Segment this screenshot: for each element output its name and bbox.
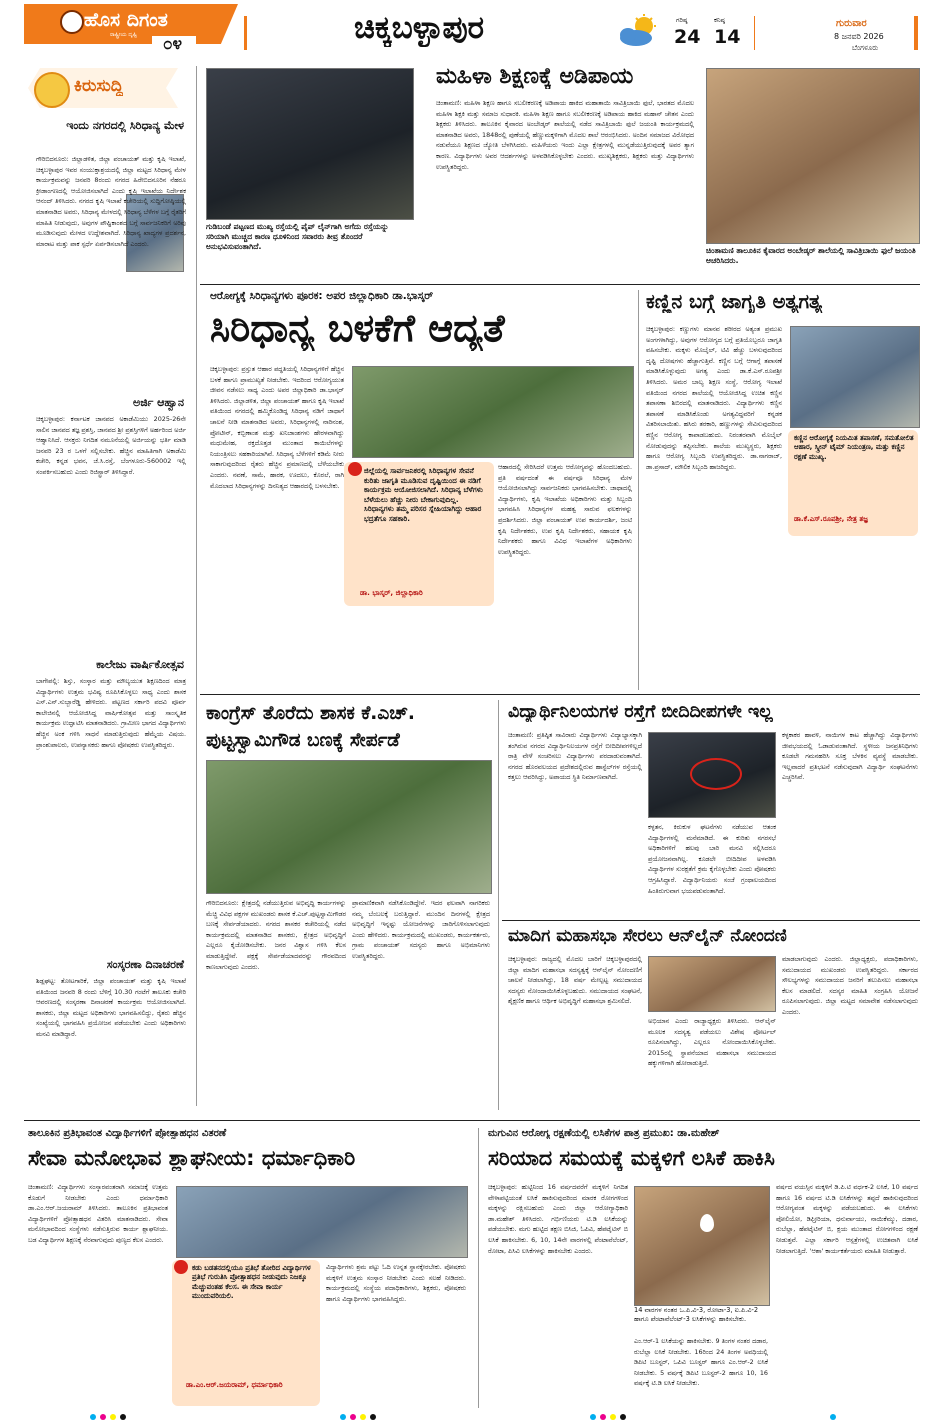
mahila-headline: ಮಹಿಳಾ ಶಿಕ್ಷಣಕ್ಕೆ ಅಡಿಪಾಯ <box>436 64 634 89</box>
lasike-photo <box>634 1186 770 1306</box>
streetlight-headline: ವಿದ್ಯಾರ್ಥಿನಿಲಯಗಳ ರಸ್ತೆಗೆ ಬೀದಿದೀಪಗಳೇ ಇಲ್ಲ <box>508 702 773 722</box>
kannu-body: ಚಿಕ್ಕಬಳ್ಳಾಪುರ: ಕಣ್ಣುಗಳು ಮಾನವ ಶರೀರದ ಅತ್ಯಂತ ಪ್ರಮುಖ ಅಂಗಗಳಾಗಿದ್ದು, ಅವುಗಳ ಆರೋಗ್ಯದ ಬಗ್ಗೆ ಪ್ರತಿಯೊಬ್ಬರೂ ಜಾಗೃತಿ ವಹಿಸಬೇಕು. ಮಕ್ಕಳು ಮೊಬೈಲ್, ಟಿವಿ ಹೆಚ್ಚು ಬಳಸುವುದರಿಂದ ದೃಷ್ಟಿ ದೋಷಗಳು ಹೆಚ್ಚಾಗುತ್ತಿವೆ. ಕಣ್ಣಿನ ಬಗ್ಗೆ ಆಗಾಗ್ಗೆ ತಪಾಸಣೆ ಮಾಡಿಸಿಕೊಳ್ಳುವುದು ಅಗತ್ಯ ಎಂದು ಡಾ.ಕೆ.ಎಸ್.ರೂಪಶ್ರೀ ತಿಳಿಸಿದರು. ಅಮರ ಬಾಲ್ಯ ಶಿಕ್ಷಣ ಸಂಸ್ಥೆ, ಆರೋಗ್ಯ ಇಲಾಖೆ ವತಿಯಿಂದ ನಗರದ ಶಾಲೆಯಲ್ಲಿ ಆಯೋಜಿಸಿದ್ದ ಉಚಿತ ಕಣ್ಣಿನ ತಪಾಸಣಾ ಶಿಬಿರದಲ್ಲಿ ಮಾತನಾಡಿದರು. ವಿದ್ಯಾರ್ಥಿಗಳು ಕಣ್ಣಿನ ತಪಾಸಣೆ ಮಾಡಿಸಿಕೊಂಡು ಅಗತ್ಯವಿದ್ದವರಿಗೆ ಕನ್ನಡಕ ವಿತರಿಸಲಾಯಿತು. ಹಸಿರು ತರಕಾರಿ, ಹಣ್ಣುಗಳನ್ನು ಸೇವಿಸುವುದರಿಂದ ಕಣ್ಣಿನ ಆರೋಗ್ಯ ಕಾಪಾಡಬಹುದು. ನಿರಂತರವಾಗಿ ಮೊಬೈಲ್ ನೋಡುವುದನ್ನು ತಪ್ಪಿಸಬೇಕು. ಶಾಲೆಯ ಮುಖ್ಯಸ್ಥರು, ಶಿಕ್ಷಕರು ಹಾಗೂ ಆರೋಗ್ಯ ಸಿಬ್ಬಂದಿ ಉಪಸ್ಥಿತರಿದ್ದರು. ಡಾ.ನಾಗರಾಜ್, ಡಾ.ಪ್ರಸಾದ್, ಮೌಲಿಕ ಸಿಬ್ಬಂದಿ ಹಾಜರಿದ್ದರು. <box>646 325 782 471</box>
kannu-photo <box>790 326 920 428</box>
logo-name: ಹೊಸ ದಿಗಂತ <box>84 9 168 31</box>
congress-headline: ಕಾಂಗ್ರೆಸ್ ತೊರೆದು ಶಾಸಕ ಕೆ.ಎಚ್. ಪುಟ್ಟಸ್ವಾಮಿಗೌಡ ಬಣಕ್ಕೆ ಸೇರ್ಪಡೆ <box>206 703 415 751</box>
masthead-right-bar <box>914 16 918 50</box>
siridhanya-headline: ಸಿರಿಧಾನ್ಯ ಬಳಕೆಗೆ ಆದ್ಯತೆ <box>210 306 505 350</box>
siridhanya-kicker: ಆರೋಗ್ಯಕ್ಕೆ ಸಿರಿಧಾನ್ಯಗಳು ಪೂರಕ: ಅಪರ ಜಿಲ್ಲಾಧಿಕಾರಿ ಡಾ.ಭಾಸ್ಕರ್ <box>210 290 434 302</box>
lasike-photo-caption: 14 ವಾರಗಳ ನಂತರ ಒ.ಪಿ.ವಿ-3, ರೋಟಾ-3, ಐ.ಪಿ.ವಿ-2 ಹಾಗೂ ಪೆಂಟಾವೆಲೆಂಟ್-3 ಲಸಿಕೆಗಳನ್ನು ಹಾಕಿಸಬೇಕು. <box>634 1306 759 1323</box>
siridhanya-body-column-1: ಚಿಕ್ಕಬಳ್ಳಾಪುರ: ಪ್ರಸ್ತುತ ಆಹಾರ ಪದ್ಧತಿಯಲ್ಲಿ ಸಿರಿಧಾನ್ಯಗಳಿಗೆ ಹೆಚ್ಚಿನ ಬಳಕೆ ಹಾಗೂ ಪ್ರಾಮುಖ್ಯತೆ ನೀಡಬೇಕು. ಇದರಿಂದ ಆರೋಗ್ಯಯುತ ಜೀವನ ನಡೆಸಲು ಸಾಧ್ಯ ಎಂದು ಅಪರ ಜಿಲ್ಲಾಧಿಕಾರಿ ಡಾ.ಭಾಸ್ಕರ್ ತಿಳಿಸಿದರು. ಜಿಲ್ಲಾಡಳಿತ, ಜಿಲ್ಲಾ ಪಂಚಾಯತ್ ಹಾಗೂ ಕೃಷಿ ಇಲಾಖೆ ವತಿಯಿಂದ ನಗರದಲ್ಲಿ ಹಮ್ಮಿಕೊಂಡಿದ್ದ ಸಿರಿಧಾನ್ಯ ನಡಿಗೆ ಜಾಥಾಗೆ ಚಾಲನೆ ನೀಡಿ ಮಾತನಾಡಿದ ಅವರು, ಸಿರಿಧಾನ್ಯಗಳಲ್ಲಿ ನಾರಿನಂಶ, ಪ್ರೋಟೀನ್, ಕಬ್ಬಿಣಾಂಶ ಮತ್ತು ಖನಿಜಾಂಶಗಳು ಹೇರಳವಾಗಿದ್ದು ಮಧುಮೇಹ, ರಕ್ತದೊತ್ತಡ ಮುಂತಾದ ಕಾಯಿಲೆಗಳನ್ನು ನಿಯಂತ್ರಿಸಲು ಸಹಕಾರಿಯಾಗಿವೆ. ಸಿರಿಧಾನ್ಯ ಬೆಳೆಗಳಿಗೆ ಕಡಿಮೆ ನೀರು ಸಾಕಾಗುವುದರಿಂದ ರೈತರು ಹೆಚ್ಚಿನ ಪ್ರಮಾಣದಲ್ಲಿ ಬೆಳೆಯಬೇಕು ಎಂದರು. ನವಣೆ, ಸಾಮೆ, ಹಾರಕ, ಊದಲು, ಕೊರಲೆ, ರಾಗಿ ಮೊದಲಾದ ಸಿರಿಧಾನ್ಯಗಳನ್ನು ದಿನನಿತ್ಯದ ಆಹಾರದಲ್ಲಿ ಬಳಸಬೇಕು. <box>210 365 344 490</box>
sun-cloud-icon <box>616 14 660 48</box>
mahila-photo <box>706 68 920 244</box>
vaccine-drop-icon <box>700 1214 714 1232</box>
congress-body-column-2: ಪ್ರಾಮಾಣಿಕವಾಗಿ ನಡೆಸಿಕೊಂಡಿದ್ದೇನೆ. ಇದರ ಫಲವಾಗಿ ನಾಗರಿಕರು ನಮ್ಮ ಬೆಂಬಲಕ್ಕೆ ಬರುತ್ತಿದ್ದಾರೆ. ಮುಂದಿನ ದಿನಗಳಲ್ಲಿ ಕ್ಷೇತ್ರದ ಅಭಿವೃದ್ಧಿಗೆ ಇನ್ನಷ್ಟು ಯೋಜನೆಗಳನ್ನು ಜಾರಿಗೊಳಿಸಲಾಗುವುದು ಎಂದು ಹೇಳಿದರು. ಕಾರ್ಯಕ್ರಮದಲ್ಲಿ ಮುಖಂಡರು, ಕಾರ್ಯಕರ್ತರು, ಗ್ರಾಮ ಪಂಚಾಯತ್ ಸದಸ್ಯರು ಹಾಗೂ ಅಭಿಮಾನಿಗಳು ಉಪಸ್ಥಿತರಿದ್ದರು. <box>352 899 490 960</box>
logo-emblem-icon <box>60 10 84 34</box>
quote-dot-icon <box>348 462 362 476</box>
lasike-headline: ಸರಿಯಾದ ಸಮಯಕ್ಕೆ ಮಕ್ಕಳಿಗೆ ಲಸಿಕೆ ಹಾಕಿಸಿ <box>488 1146 775 1170</box>
seva-quote-attribution: ಡಾ.ಎಂ.ಆರ್.ಜಯರಾಮ್, ಧರ್ಮಾಧಿಕಾರಿ <box>186 1381 283 1389</box>
seva-body-column-2: ವಿದ್ಯಾರ್ಥಿಗಳು ಶ್ರಮ ಪಟ್ಟು ಓದಿ ಉನ್ನತ ಸ್ಥಾನಕ್ಕೇರಬೇಕು. ಪೋಷಕರು ಮಕ್ಕಳಿಗೆ ಉತ್ತಮ ಸಂಸ್ಕಾರ ನೀಡಬೇಕು ಎಂದು ಸಲಹೆ ನೀಡಿದರು. ಕಾರ್ಯಕ್ರಮದಲ್ಲಿ ಸಂಸ್ಥೆಯ ಪದಾಧಿಕಾರಿಗಳು, ಶಿಕ್ಷಕರು, ಪೋಷಕರು ಹಾಗೂ ವಿದ್ಯಾರ್ಥಿಗಳು ಭಾಗವಹಿಸಿದ್ದರು. <box>326 1263 466 1303</box>
streetlight-body-column-3: ಕಳ್ಳಕಾಕರ ಹಾವಳಿ, ನಾಯಿಗಳ ಕಾಟ ಹೆಚ್ಚಾಗಿದ್ದು ವಿದ್ಯಾರ್ಥಿಗಳು ಜೀವಭಯದಲ್ಲಿ ಓಡಾಡುವಂತಾಗಿದೆ. ಸ್ಥಳೀಯ ಜನಪ್ರತಿನಿಧಿಗಳು ಕೂಡಲೇ ಗಮನಹರಿಸಿ ಸೂಕ್ತ ಬೆಳಕಿನ ವ್ಯವಸ್ಥೆ ಮಾಡಬೇಕು. ಇಲ್ಲವಾದರೆ ಪ್ರತಿಭಟನೆ ನಡೆಸುವುದಾಗಿ ವಿದ್ಯಾರ್ಥಿ ಸಂಘಟನೆಗಳು ಎಚ್ಚರಿಸಿವೆ. <box>782 731 918 782</box>
masthead <box>24 4 920 56</box>
highlight-circle-icon <box>690 758 742 790</box>
seva-photo <box>176 1186 468 1258</box>
siridhanya-body-column-2: ಆಹಾರದಲ್ಲಿ ಸೇರಿಸಿದರೆ ಉತ್ತಮ ಆರೋಗ್ಯವನ್ನು ಹೊಂದಬಹುದು. ಪ್ರತಿ ವರ್ಷದಂತೆ ಈ ವರ್ಷವೂ ಸಿರಿಧಾನ್ಯ ಮೇಳ ಆಯೋಜಿಸಲಾಗಿದ್ದು ಸಾರ್ವಜನಿಕರು ಭಾಗವಹಿಸಬೇಕು. ಜಾಥಾದಲ್ಲಿ ವಿದ್ಯಾರ್ಥಿಗಳು, ಕೃಷಿ ಇಲಾಖೆಯ ಅಧಿಕಾರಿಗಳು ಮತ್ತು ಸಿಬ್ಬಂದಿ ಭಾಗವಹಿಸಿ ಸಿರಿಧಾನ್ಯಗಳ ಮಹತ್ವ ಸಾರುವ ಫಲಕಗಳನ್ನು ಪ್ರದರ್ಶಿಸಿದರು. ಜಿಲ್ಲಾ ಪಂಚಾಯತ್ ಉಪ ಕಾರ್ಯದರ್ಶಿ, ಜಂಟಿ ಕೃಷಿ ನಿರ್ದೇಶಕರು, ಉಪ ಕೃಷಿ ನಿರ್ದೇಶಕರು, ಸಹಾಯಕ ಕೃಷಿ ನಿರ್ದೇಶಕರು ಹಾಗೂ ವಿವಿಧ ಇಲಾಖೆಗಳ ಅಧಿಕಾರಿಗಳು ಉಪಸ್ಥಿತರಿದ್ದರು. <box>498 463 632 556</box>
congress-body-column-1: ಗೌರಿಬಿದನೂರು: ಕ್ಷೇತ್ರದಲ್ಲಿ ನಡೆಯುತ್ತಿರುವ ಅಭಿವೃದ್ಧಿ ಕಾರ್ಯಗಳನ್ನು ಮೆಚ್ಚಿ ವಿವಿಧ ಪಕ್ಷಗಳ ಮುಖಂಡರು ಶಾಸಕ ಕೆ.ಎಚ್.ಪುಟ್ಟಸ್ವಾಮಿಗೌಡರ ಬಣಕ್ಕೆ ಸೇರ್ಪಡೆಯಾದರು. ನಗರದ ಶಾಸಕರ ಕಚೇರಿಯಲ್ಲಿ ನಡೆದ ಕಾರ್ಯಕ್ರಮದಲ್ಲಿ ಮಾತನಾಡಿದ ಶಾಸಕರು, ಕ್ಷೇತ್ರದ ಅಭಿವೃದ್ಧಿಗೆ ಎಲ್ಲರೂ ಕೈಜೋಡಿಸಬೇಕು. ಜನರ ವಿಶ್ವಾಸ ಗಳಿಸಿ ಕೆಲಸ ಮಾಡುತ್ತಿದ್ದೇವೆ. ಪಕ್ಷಕ್ಕೆ ಸೇರ್ಪಡೆಯಾದವರನ್ನು ಗೌರವದಿಂದ ಕಾಣಲಾಗುವುದು ಎಂದರು. <box>206 899 346 971</box>
quote-dot-icon <box>174 1260 188 1274</box>
column-rule <box>478 1128 479 1408</box>
congress-photo <box>206 760 492 894</box>
kiru-item-title: ಸಂಸ್ಕರಣಾ ದಿನಾಚರಣೆ <box>106 958 184 971</box>
siridhanya-photo <box>352 366 634 458</box>
section-divider <box>200 694 920 695</box>
kiru-item-title: ಇಂದು ನಗರದಲ್ಲಿ ಸಿರಿಧಾನ್ಯ ಮೇಳ <box>66 119 184 132</box>
road-photo <box>206 68 414 220</box>
siridhanya-quote-attribution: ಡಾ. ಭಾಸ್ಕರ್, ಜಿಲ್ಲಾಧಿಕಾರಿ <box>360 588 423 597</box>
madiga-headline: ಮಾದಿಗ ಮಹಾಸಭಾ ಸೇರಲು ಆನ್‌ಲೈನ್ ನೋಂದಣಿ <box>508 926 787 946</box>
page-number: ೦೪ <box>163 34 183 54</box>
city-name: ಚಿಕ್ಕಬಳ್ಳಾಪುರ <box>354 10 485 46</box>
kiru-badge-label: ಕಿರುಸುದ್ದಿ <box>74 76 124 96</box>
lasike-kicker: ಮಗುವಿನ ಆರೋಗ್ಯ ರಕ್ಷಣೆಯಲ್ಲಿ ಲಸಿಕೆಗಳ ಪಾತ್ರ ಪ್ರಮುಖ: ಡಾ.ಮಹೇಶ್ <box>488 1128 720 1139</box>
kiru-item-title: ಕಾಲೇಜು ವಾರ್ಷಿಕೋತ್ಸವ <box>96 658 184 671</box>
section-divider <box>502 920 920 921</box>
date-divider <box>754 16 755 50</box>
siridhanya-quote: ಜಿಲ್ಲೆಯಲ್ಲಿ ಸಾರ್ವಜನಿಕರಲ್ಲಿ ಸಿರಿಧಾನ್ಯಗಳ ಸೇವನೆ ಕುರಿತು ಜಾಗೃತಿ ಮೂಡಿಸುವ ದೃಷ್ಟಿಯಿಂದ ಈ ನಡಿಗೆ ಕಾರ್ಯಕ್ರಮ ಆಯೋಜಿಸಲಾಗಿದೆ. ಸಿರಿಧಾನ್ಯ ಬೆಳೆಗಳು ಬೆಳೆಯಲು ಹೆಚ್ಚು ನೀರು ಬೇಕಾಗುವುದಿಲ್ಲ. ಸಿರಿಧಾನ್ಯಗಳು ತಮ್ಮ ಪರಿಸರ ಸ್ನೇಹಿಯಾಗಿದ್ದು ಆಹಾರ ಭದ್ರತೆಗೂ ಸಹಕಾರಿ. <box>364 466 483 523</box>
lasike-body-column-1: ಚಿಕ್ಕಬಳ್ಳಾಪುರ: ಹುಟ್ಟಿನಿಂದ 16 ವರ್ಷದವರೆಗೆ ಮಕ್ಕಳಿಗೆ ನಿಗದಿತ ವೇಳಾಪಟ್ಟಿಯಂತೆ ಲಸಿಕೆ ಹಾಕಿಸುವುದರಿಂದ ಮಾರಕ ರೋಗಗಳಿಂದ ಮಕ್ಕಳನ್ನು ರಕ್ಷಿಸಬಹುದು ಎಂದು ಜಿಲ್ಲಾ ಆರೋಗ್ಯಾಧಿಕಾರಿ ಡಾ.ಮಹೇಶ್ ತಿಳಿಸಿದರು. ಗರ್ಭಿಣಿಯರು ಟಿ.ಡಿ ಲಸಿಕೆಯನ್ನು ಪಡೆಯಬೇಕು. ಮಗು ಹುಟ್ಟಿದ ತಕ್ಷಣ ಬಿಸಿಜಿ, ಓಪಿವಿ, ಹೆಪಟೈಟಿಸ್ ಬಿ ಲಸಿಕೆ ಹಾಕಿಸಬೇಕು. 6, 10, 14ನೇ ವಾರಗಳಲ್ಲಿ ಪೆಂಟಾವೆಲೆಂಟ್, ರೋಟಾ, ಪಿಸಿವಿ ಲಸಿಕೆಗಳನ್ನು ಹಾಕಿಸಬೇಕು ಎಂದರು. <box>488 1183 628 1255</box>
min-temp-label: ಕನಿಷ್ಠ <box>714 16 725 24</box>
mahila-body: ಚಿಂತಾಮಣಿ: ಮಹಿಳಾ ಶಿಕ್ಷಣ ಹಾಗೂ ಸಬಲೀಕರಣಕ್ಕೆ ಅಡಿಪಾಯ ಹಾಕಿದ ಮಹಾತಾಯಿ ಸಾವಿತ್ರಿಬಾಯಿ ಫುಲೆ, ಭಾರತದ ಮೊದಲ ಮಹಿಳಾ ಶಿಕ್ಷಕಿ ಮತ್ತು ಸಮಾಜ ಸುಧಾರಕಿ. ಮಹಿಳಾ ಶಿಕ್ಷಣ ಹಾಗೂ ಸಬಲೀಕರಣಕ್ಕೆ ಅಡಿಪಾಯ ಹಾಕಿದ ಮಹಾನ್ ಚೇತನ ಎಂದು ಶಿಕ್ಷಕರು ತಿಳಿಸಿದರು. ತಾಲೂಕಿನ ಕೈವಾರದ ಅಂಬೇಡ್ಕರ್ ಶಾಲೆಯಲ್ಲಿ ನಡೆದ ಸಾವಿತ್ರಿಬಾಯಿ ಫುಲೆ ಜಯಂತಿ ಕಾರ್ಯಕ್ರಮದಲ್ಲಿ ಮಾತನಾಡಿದ ಅವರು, 1848ರಲ್ಲಿ ಪುಣೆಯಲ್ಲಿ ಹೆಣ್ಣುಮಕ್ಕಳಿಗಾಗಿ ಮೊದಲ ಶಾಲೆ ಆರಂಭಿಸಿದರು. ಅಂದಿನ ಸಮಾಜದ ವಿರೋಧದ ನಡುವೆಯೂ ಶಿಕ್ಷಣದ ಜ್ಯೋತಿ ಬೆಳಗಿಸಿದರು. ಮಹಿಳೆಯರು ಇಂದು ಎಲ್ಲಾ ಕ್ಷೇತ್ರಗಳಲ್ಲಿ ಮುನ್ನಡೆಯುತ್ತಿರುವುದಕ್ಕೆ ಅವರ ತ್ಯಾಗ ಕಾರಣ. ವಿದ್ಯಾರ್ಥಿಗಳು ಅವರ ಆದರ್ಶಗಳನ್ನು ಅಳವಡಿಸಿಕೊಳ್ಳಬೇಕು ಎಂದರು. ಮುಖ್ಯಶಿಕ್ಷಕರು, ಶಿಕ್ಷಕರು ಮತ್ತು ವಿದ್ಯಾರ್ಥಿಗಳು ಉಪಸ್ಥಿತರಿದ್ದರು. <box>436 99 694 171</box>
finger-point-icon <box>34 72 70 108</box>
madiga-body-column-1: ಚಿಕ್ಕಬಳ್ಳಾಪುರ: ರಾಜ್ಯದಲ್ಲಿ ಮೊದಲ ಬಾರಿಗೆ ಚಿಕ್ಕಬಳ್ಳಾಪುರದಲ್ಲಿ ಜಿಲ್ಲಾ ಮಾದಿಗ ಮಹಾಸಭಾ ಸದಸ್ಯತ್ವಕ್ಕೆ ಆನ್‌ಲೈನ್ ನೋಂದಣಿಗೆ ಚಾಲನೆ ನೀಡಲಾಗಿದ್ದು, 18 ವರ್ಷ ಮೇಲ್ಪಟ್ಟ ಸಮುದಾಯದ ಸದಸ್ಯರು ನೋಂದಾಯಿಸಿಕೊಳ್ಳಬಹುದು. ಸಮುದಾಯದ ಸಂಘಟನೆ, ಶೈಕ್ಷಣಿಕ ಹಾಗೂ ಆರ್ಥಿಕ ಅಭಿವೃದ್ಧಿಗೆ ಮಹಾಸಭಾ ಶ್ರಮಿಸಲಿದೆ. <box>508 955 642 1006</box>
seva-quote: ಕಡು ಬಡತನದಲ್ಲಿಯೂ ಪ್ರತಿಭೆ ತೋರಿದ ವಿದ್ಯಾರ್ಥಿಗಳ ಪ್ರತಿಭೆ ಗುರುತಿಸಿ ಪ್ರೋತ್ಸಾಹಧನ ನೀಡುವುದು ನಿಜಕ್ಕೂ ಮೆಚ್ಚುವಂತಹ ಕೆಲಸ. ಈ ಸೇವಾ ಕಾರ್ಯ ಮುಂದುವರಿಯಲಿ. <box>192 1264 311 1301</box>
kiru-suddi-column <box>24 66 192 1106</box>
seva-headline: ಸೇವಾ ಮನೋಭಾವ ಶ್ಲಾಘನೀಯ: ಧರ್ಮಾಧಿಕಾರಿ <box>28 1146 356 1170</box>
section-divider <box>200 284 920 285</box>
lasike-body-column-3: ವರ್ಷದ ವಯಸ್ಸಿನ ಮಕ್ಕಳಿಗೆ ಡಿ.ಪಿ.ಟಿ ವರ್ಧಕ-2 ಲಸಿಕೆ, 10 ವರ್ಷದ ಹಾಗೂ 16 ವರ್ಷದ ಟಿ.ಡಿ ಲಸಿಕೆಗಳನ್ನು ತಪ್ಪದೆ ಹಾಕಿಸುವುದರಿಂದ ಆರೋಗ್ಯವಂತ ಮಕ್ಕಳನ್ನು ಪಡೆಯಬಹುದು. ಈ ಲಸಿಕೆಗಳು ಪೋಲಿಯೋ, ಡಿಫ್ತೀರಿಯಾ, ಧನುರ್ವಾಯು, ನಾಯಿಕೆಮ್ಮು, ದಡಾರ, ರುಬೆಲ್ಲಾ, ಹೆಪಟೈಟಿಸ್ ಬಿ, ಕ್ಷಯ ಮುಂತಾದ ರೋಗಗಳಿಂದ ರಕ್ಷಣೆ ನೀಡುತ್ತವೆ. ಎಲ್ಲಾ ಸರ್ಕಾರಿ ಆಸ್ಪತ್ರೆಗಳಲ್ಲಿ ಉಚಿತವಾಗಿ ಲಸಿಕೆ ನೀಡಲಾಗುತ್ತಿದೆ. 'ಆಶಾ' ಕಾರ್ಯಕರ್ತೆಯರು ಮಾಹಿತಿ ನೀಡುತ್ತಾರೆ. <box>776 1183 918 1255</box>
kiru-item-body: ಚಿಕ್ಕಬಳ್ಳಾಪುರ: ಕರ್ನಾಟಕ ಜಾನಪದ ಅಕಾಡೆಮಿಯು 2025-26ನೇ ಸಾಲಿನ ಜಾನಪದ ತಜ್ಞ ಪ್ರಶಸ್ತಿ, ಜಾನಪದ ಶ್ರೀ ಪ್ರಶಸ್ತಿಗಳಿಗೆ ಅರ್ಹರಿಂದ ಅರ್ಜಿ ಆಹ್ವಾನಿಸಿದೆ. ಆಸಕ್ತರು ನಿಗದಿತ ನಮೂನೆಯಲ್ಲಿ ಅರ್ಜಿಯನ್ನು ಭರ್ತಿ ಮಾಡಿ ಜನವರಿ 23 ರ ಒಳಗೆ ಸಲ್ಲಿಸಬೇಕು. ಹೆಚ್ಚಿನ ಮಾಹಿತಿಗಾಗಿ ಅಕಾಡೆಮಿ ಕಚೇರಿ, ಕನ್ನಡ ಭವನ, ಜೆ.ಸಿ.ರಸ್ತೆ, ಬೆಂಗಳೂರು-560002 ಇಲ್ಲಿ ಸಂಪರ್ಕಿಸಬಹುದು ಎಂದು ರಿಜಿಸ್ಟ್ರಾರ್ ತಿಳಿಸಿದ್ದಾರೆ. <box>36 415 186 476</box>
section-divider <box>24 1120 920 1121</box>
lasike-body-column-2: ಎಂ.ಆರ್-1 ಲಸಿಕೆಯನ್ನು ಹಾಕಿಸಬೇಕು. 9 ತಿಂಗಳ ನಂತರ ದಡಾರ, ರುಬೆಲ್ಲಾ ಲಸಿಕೆ ನೀಡಬೇಕು. 16ರಿಂದ 24 ತಿಂಗಳ ಅವಧಿಯಲ್ಲಿ ಡಿಪಿಟಿ ಬೂಸ್ಟರ್, ಒಪಿವಿ ಬೂಸ್ಟರ್ ಹಾಗೂ ಎಂ.ಆರ್-2 ಲಸಿಕೆ ನೀಡಬೇಕು. 5 ವರ್ಷಕ್ಕೆ ಡಿಪಿಟಿ ಬೂಸ್ಟರ್-2 ಹಾಗೂ 10, 16 ವರ್ಷಕ್ಕೆ ಟಿ.ಡಿ ಲಸಿಕೆ ನೀಡಬೇಕು. <box>634 1337 768 1388</box>
streetlight-body-column-2: ಕಳ್ಳತನ, ಕಿರುಕುಳ ಘಟನೆಗಳು ನಡೆಯುವ ಆತಂಕ ವಿದ್ಯಾರ್ಥಿಗಳಲ್ಲಿ ಮನೆಮಾಡಿದೆ. ಈ ಕುರಿತು ನಗರಸಭೆ ಅಧಿಕಾರಿಗಳಿಗೆ ಹಲವು ಬಾರಿ ಮನವಿ ಸಲ್ಲಿಸಿದರೂ ಪ್ರಯೋಜನವಾಗಿಲ್ಲ. ಕೂಡಲೇ ಬೀದಿದೀಪ ಅಳವಡಿಸಿ ವಿದ್ಯಾರ್ಥಿಗಳ ಸುರಕ್ಷತೆಗೆ ಕ್ರಮ ಕೈಗೊಳ್ಳಬೇಕು ಎಂದು ಪೋಷಕರು ಆಗ್ರಹಿಸಿದ್ದಾರೆ. ವಿದ್ಯಾರ್ಥಿನಿಯರು ಸಂಜೆ ಗ್ರಂಥಾಲಯದಿಂದ ಹಿಂತಿರುಗುವಾಗ ಭಯಪಡುವಂತಾಗಿದೆ. <box>648 823 776 895</box>
column-rule <box>498 700 499 1110</box>
kannu-quote-attribution: ಡಾ.ಕೆ.ಎಸ್.ರೂಪಶ್ರೀ, ನೇತ್ರ ತಜ್ಞ <box>794 515 868 523</box>
madiga-photo <box>648 956 776 1012</box>
seva-body-column-1: ಚಿಂತಾಮಣಿ: ವಿದ್ಯಾರ್ಥಿಗಳು ಸಂಸ್ಕಾರವಂತರಾಗಿ ಸಮಾಜಕ್ಕೆ ಉತ್ತಮ ಕೊಡುಗೆ ನೀಡಬೇಕು ಎಂದು ಧರ್ಮಾಧಿಕಾರಿ ಡಾ.ಎಂ.ಆರ್.ಜಯರಾಮ್ ತಿಳಿಸಿದರು. ತಾಲೂಕಿನ ಪ್ರತಿಭಾವಂತ ವಿದ್ಯಾರ್ಥಿಗಳಿಗೆ ಪ್ರೋತ್ಸಾಹಧನ ವಿತರಿಸಿ ಮಾತನಾಡಿದರು. ಸೇವಾ ಮನೋಭಾವದಿಂದ ಸಂಸ್ಥೆಗಳು ನಡೆಸುತ್ತಿರುವ ಕಾರ್ಯ ಶ್ಲಾಘನೀಯ. ಬಡ ವಿದ್ಯಾರ್ಥಿಗಳ ಶಿಕ್ಷಣಕ್ಕೆ ನೆರವಾಗುವುದು ಪುಣ್ಯದ ಕೆಲಸ ಎಂದರು. <box>28 1183 168 1244</box>
edition: ಬೆಂಗಳೂರು <box>852 44 879 52</box>
column-rule <box>638 290 639 690</box>
date: 8 ಜನವರಿ 2026 <box>834 32 884 41</box>
streetlight-body-column-1: ಚಿಂತಾಮಣಿ: ಪ್ರತಿಷ್ಠಿತ ಸಾವಿರಾರು ವಿದ್ಯಾರ್ಥಿಗಳು ವಿದ್ಯಾಭ್ಯಾಸಕ್ಕಾಗಿ ತಂಗಿರುವ ನಗರದ ವಿದ್ಯಾರ್ಥಿನಿಲಯಗಳ ರಸ್ತೆಗೆ ಬೀದಿದೀಪಗಳಿಲ್ಲದೆ ರಾತ್ರಿ ವೇಳೆ ಸಂಚರಿಸಲು ವಿದ್ಯಾರ್ಥಿಗಳು ಪರದಾಡುವಂತಾಗಿದೆ. ನಗರದ ಹೊರವಲಯದ ಪ್ರದೇಶದಲ್ಲಿರುವ ಹಾಸ್ಟೆಲ್‌ಗಳ ರಸ್ತೆಯಲ್ಲಿ ಕತ್ತಲು ಆವರಿಸಿದ್ದು, ಅಪಾಯದ ಸ್ಥಿತಿ ನಿರ್ಮಾಣವಾಗಿದೆ. <box>508 731 642 782</box>
max-temp-label: ಗರಿಷ್ಠ <box>676 16 688 24</box>
mahila-photo-caption: ಚಿಂತಾಮಣಿ ತಾಲೂಕಿನ ಕೈವಾರದ ಅಂಬೇಡ್ಕರ್ ಶಾಲೆಯಲ್ಲಿ ಸಾವಿತ್ರಿಬಾಯಿ ಫುಲೆ ಜಯಂತಿ ಆಚರಿಸಿದರು. <box>706 246 916 265</box>
day: ಗುರುವಾರ <box>836 18 867 29</box>
kiru-item-title: ಅರ್ಜಿ ಆಹ್ವಾನ <box>132 396 184 409</box>
kiru-item-body: ಬಾಗೇಪಲ್ಲಿ: ಶಿಸ್ತು, ಸಂಸ್ಕಾರ ಮತ್ತು ಮೌಲ್ಯಯುತ ಶಿಕ್ಷಣದಿಂದ ಮಾತ್ರ ವಿದ್ಯಾರ್ಥಿಗಳು ಉತ್ತಮ ಭವಿಷ್ಯ ರೂಪಿಸಿಕೊಳ್ಳಲು ಸಾಧ್ಯ ಎಂದು ಶಾಸಕ ಎಸ್.ಎನ್.ಸುಬ್ಬಾರೆಡ್ಡಿ ಹೇಳಿದರು. ಪಟ್ಟಣದ ಸರ್ಕಾರಿ ಪದವಿ ಪೂರ್ವ ಕಾಲೇಜಿನಲ್ಲಿ ಆಯೋಜಿಸಿದ್ದ ವಾರ್ಷಿಕೋತ್ಸವ ಮತ್ತು ಸಾಂಸ್ಕೃತಿಕ ಕಾರ್ಯಕ್ರಮ ಉದ್ಘಾಟಿಸಿ ಮಾತನಾಡಿದರು. ಗ್ರಾಮೀಣ ಭಾಗದ ವಿದ್ಯಾರ್ಥಿಗಳು ಹೆಚ್ಚಿನ ಅಂಕ ಗಳಿಸಿ ಸಾಧನೆ ಮಾಡುತ್ತಿರುವುದು ಹೆಮ್ಮೆಯ ವಿಷಯ. ಪ್ರಾಂಶುಪಾಲರು, ಉಪನ್ಯಾಸಕರು ಹಾಗೂ ಪೋಷಕರು ಉಪಸ್ಥಿತರಿದ್ದರು. <box>36 677 186 749</box>
road-photo-caption: ಗುಡಿಬಂಡೆ ಪಟ್ಟಣದ ಮುಖ್ಯ ರಸ್ತೆಯಲ್ಲಿ ಪೈಪ್ ಲೈನ್‌ಗಾಗಿ ಅಗೆದು ರಸ್ತೆಯನ್ನು ಸರಿಯಾಗಿ ಮುಚ್ಚದ ಕಾರಣ ಧೂಳಿನಿಂದ ಸವಾರರು ತೀವ್ರ ತೊಂದರೆ ಅನುಭವಿಸುವಂತಾಗಿದೆ. <box>206 222 389 251</box>
max-temp: 24 <box>674 26 701 48</box>
madiga-body-column-2: ಅಭಿಯಾನ ಎಂದು ರಾಜ್ಯಾಧ್ಯಕ್ಷರು ತಿಳಿಸಿದರು. ಆನ್‌ಲೈನ್ ಮೂಲಕ ಸದಸ್ಯತ್ವ ಪಡೆಯಲು ವಿಶೇಷ ಪೋರ್ಟಲ್ ರೂಪಿಸಲಾಗಿದ್ದು, ಎಲ್ಲರೂ ನೋಂದಾಯಿಸಿಕೊಳ್ಳಬೇಕು. 2015ರಲ್ಲಿ ಸ್ಥಾಪನೆಯಾದ ಮಹಾಸಭಾ ಸಮುದಾಯದ ಹಕ್ಕುಗಳಿಗಾಗಿ ಹೋರಾಡುತ್ತಿದೆ. <box>648 1017 776 1068</box>
kannu-headline: ಕಣ್ಣಿನ ಬಗ್ಗೆ ಜಾಗೃತಿ ಅತ್ಯಗತ್ಯ <box>646 290 823 313</box>
min-temp: 14 <box>714 26 741 48</box>
seva-kicker: ತಾಲೂಕಿನ ಪ್ರತಿಭಾವಂತ ವಿದ್ಯಾರ್ಥಿಗಳಿಗೆ ಪ್ರೋತ್ಸಾಹಧನ ವಿತರಣೆ <box>28 1128 227 1139</box>
column-rule <box>196 66 197 1106</box>
kiru-item-body: ಗೌರಿಬಿದನೂರು: ಜಿಲ್ಲಾಡಳಿತ, ಜಿಲ್ಲಾ ಪಂಚಾಯತ್ ಮತ್ತು ಕೃಷಿ ಇಲಾಖೆ, ಚಿಕ್ಕಬಳ್ಳಾಪುರ ಇವರ ಸಂಯುಕ್ತಾಶ್ರಯದಲ್ಲಿ ಜಿಲ್ಲಾ ಮಟ್ಟದ ಸಿರಿಧಾನ್ಯ ಮೇಳ ಕಾರ್ಯಕ್ರಮವನ್ನು ಜನವರಿ 8ರಂದು ನಗರದ ಹಿರೇಬಿದನೂರಿನ ನೆಹರೂ ಕ್ರೀಡಾಂಗಣದಲ್ಲಿ ಆಯೋಜಿಸಲಾಗಿದೆ ಎಂದು ಕೃಷಿ ಇಲಾಖೆಯ ನಿರ್ದೇಶಕ ಆನಂದ್ ತಿಳಿಸಿದರು. ನಗರದ ಕೃಷಿ ಇಲಾಖೆ ಕಚೇರಿಯಲ್ಲಿ ಸುದ್ದಿಗೋಷ್ಠಿಯಲ್ಲಿ ಮಾತನಾಡಿದ ಅವರು, ಸಿರಿಧಾನ್ಯ ಮೇಳದಲ್ಲಿ ಸಿರಿಧಾನ್ಯ ಬೆಳೆಗಳ ಬಗ್ಗೆ ರೈತರಿಗೆ ಮಾಹಿತಿ ನೀಡುವುದು, ಅವುಗಳ ಪೌಷ್ಟಿಕಾಂಶದ ಬಗ್ಗೆ ಸಾರ್ವಜನಿಕರಿಗೆ ಅರಿವು ಮೂಡಿಸುವುದು ಮೇಳದ ಉದ್ದೇಶವಾಗಿದೆ. ಸಿರಿಧಾನ್ಯ ಖಾದ್ಯಗಳ ಪ್ರದರ್ಶನ, ಮಾರಾಟ ಮತ್ತು ಪಾಕ ಸ್ಪರ್ಧೆ ಏರ್ಪಡಿಸಲಾಗಿದೆ ಎಂದರು. <box>36 155 186 248</box>
logo-tagline: ರಾಷ್ಟ್ರೀಯ ದೃಷ್ಟಿ <box>110 32 138 38</box>
madiga-body-column-3: ಮಾಡಲಾಗುವುದು ಎಂದರು. ಜಿಲ್ಲಾಧ್ಯಕ್ಷರು, ಪದಾಧಿಕಾರಿಗಳು, ಸಮುದಾಯದ ಮುಖಂಡರು ಉಪಸ್ಥಿತರಿದ್ದರು. ಸರ್ಕಾರದ ಸೌಲಭ್ಯಗಳನ್ನು ಸಮುದಾಯದ ಜನರಿಗೆ ತಲುಪಿಸಲು ಮಹಾಸಭಾ ಕೆಲಸ ಮಾಡಲಿದೆ. ಸದಸ್ಯರ ಮಾಹಿತಿ ಸಂಗ್ರಹಿಸಿ ಯೋಜನೆ ರೂಪಿಸಲಾಗುವುದು. ಜಿಲ್ಲಾ ಮಟ್ಟದ ಸಮಾವೇಶ ನಡೆಸಲಾಗುವುದು ಎಂದರು. <box>782 955 918 1016</box>
kiru-item-body: ಶಿಡ್ಲಘಟ್ಟ: ತೋಟಗಾರಿಕೆ, ಜಿಲ್ಲಾ ಪಂಚಾಯತ್ ಮತ್ತು ಕೃಷಿ ಇಲಾಖೆ ವತಿಯಿಂದ ಜನವರಿ 8 ರಂದು ಬೆಳಿಗ್ಗೆ 10.30 ಗಂಟೆಗೆ ತಾಲೂಕು ಕಚೇರಿ ಆವರಣದಲ್ಲಿ ಸಂಸ್ಕರಣಾ ದಿನಾಚರಣೆ ಕಾರ್ಯಕ್ರಮ ಆಯೋಜಿಸಲಾಗಿದೆ. ಶಾಸಕರು, ಜಿಲ್ಲಾ ಮಟ್ಟದ ಅಧಿಕಾರಿಗಳು ಭಾಗವಹಿಸಲಿದ್ದು, ರೈತರು ಹೆಚ್ಚಿನ ಸಂಖ್ಯೆಯಲ್ಲಿ ಭಾಗವಹಿಸಿ ಪ್ರಯೋಜನ ಪಡೆಯಬೇಕು ಎಂದು ಅಧಿಕಾರಿಗಳು ಮನವಿ ಮಾಡಿದ್ದಾರೆ. <box>36 977 186 1038</box>
registration-marks <box>90 1412 840 1422</box>
kannu-quote: ಕಣ್ಣಿನ ಆರೋಗ್ಯಕ್ಕೆ ನಿಯಮಿತ ತಪಾಸಣೆ, ಸಮತೋಲಿತ ಆಹಾರ, ಸ್ಕ್ರೀನ್ ಟೈಮ್ ನಿಯಂತ್ರಣ, ಮತ್ತು ಕಣ್ಣಿನ ರಕ್ಷಣೆ ಮುಖ್ಯ. <box>794 434 914 461</box>
masthead-bar <box>244 16 923 50</box>
